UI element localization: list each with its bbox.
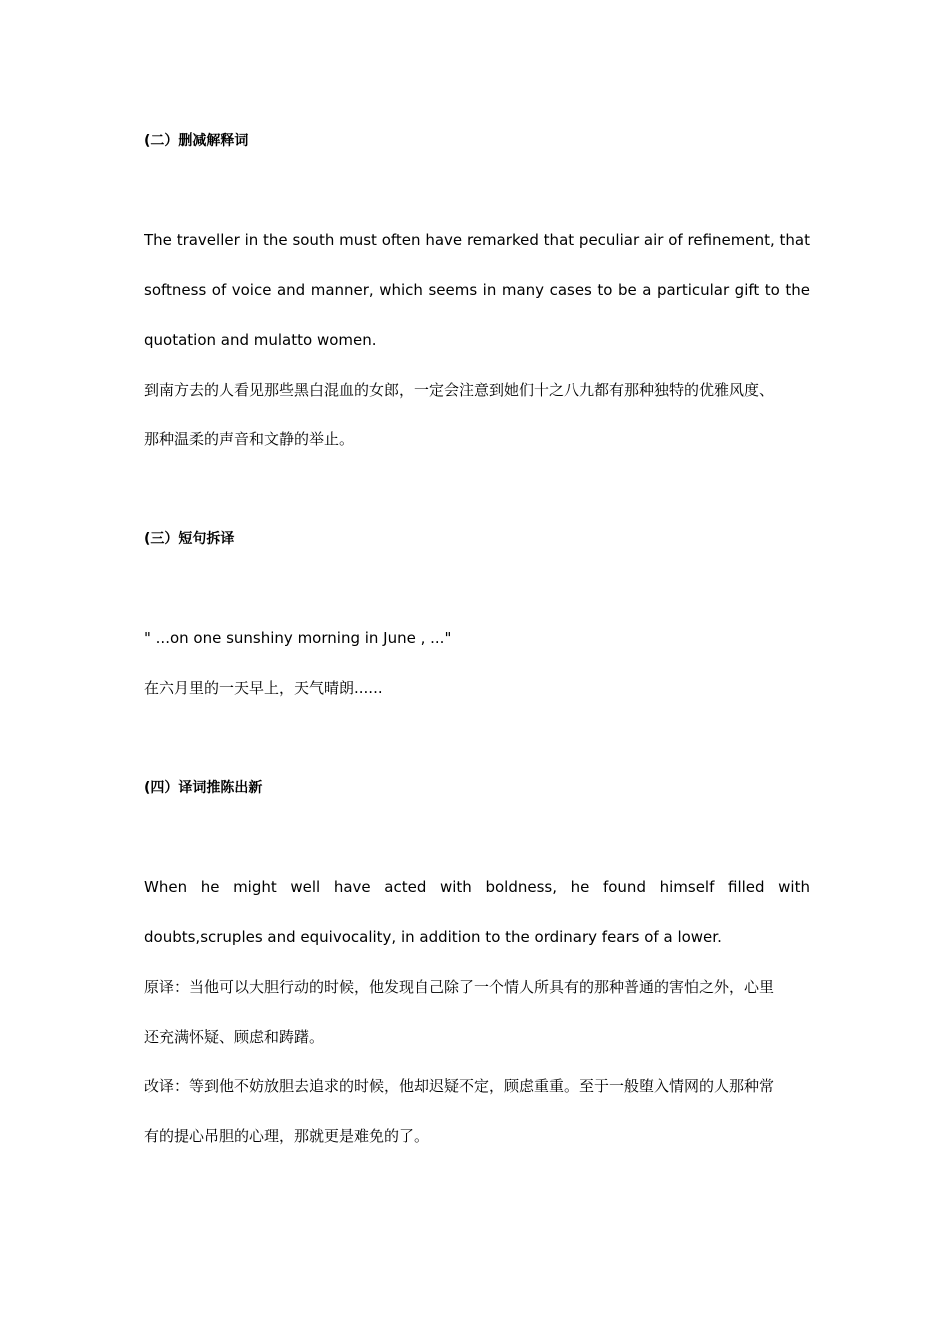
- section-4-revised-translation-line-1: 改译：等到他不妨放胆去追求的时候，他却迟疑不定，顾虑重重。至于一般堕入情网的人那种常: [144, 1077, 775, 1095]
- section-4-english-line-2: doubts,scruples and equivocality, in addition to the ordinary fears of a lower.: [144, 928, 722, 946]
- section-4-heading: (四）译词推陈出新: [144, 780, 263, 796]
- section-3-chinese-line: 在六月里的一天早上，天气晴朗......: [144, 679, 383, 697]
- section-2-english-line-1: The traveller in the south must often have remarked that peculiar air of refinement, that: [144, 231, 810, 249]
- section-2-chinese-line-2: 那种温柔的声音和文静的举止。: [144, 430, 355, 448]
- section-4-english-line-1: When he might well have acted with boldness, he found himself filled with: [144, 878, 810, 896]
- section-2-chinese-line-1: 到南方去的人看见那些黑白混血的女郎，一定会注意到她们十之八九都有那种独特的优雅风度、: [144, 381, 775, 399]
- section-2-heading: (二）删减解释词: [144, 133, 249, 149]
- section-4-original-translation-line-2: 还充满怀疑、顾虑和踌躇。: [144, 1028, 325, 1046]
- section-2-english-line-3: quotation and mulatto women.: [144, 331, 377, 349]
- section-4-original-translation-line-1: 原译：当他可以大胆行动的时候，他发现自己除了一个情人所具有的那种普通的害怕之外，心里: [144, 978, 775, 996]
- section-4-revised-translation-line-2: 有的提心吊胆的心理，那就更是难免的了。: [144, 1127, 430, 1145]
- section-3-english-line: " ...on one sunshiny morning in June , ...": [144, 629, 452, 647]
- section-3-heading: (三）短句拆译: [144, 531, 235, 547]
- section-2-english-line-2: softness of voice and manner, which seems in many cases to be a particular gift to the: [144, 281, 810, 299]
